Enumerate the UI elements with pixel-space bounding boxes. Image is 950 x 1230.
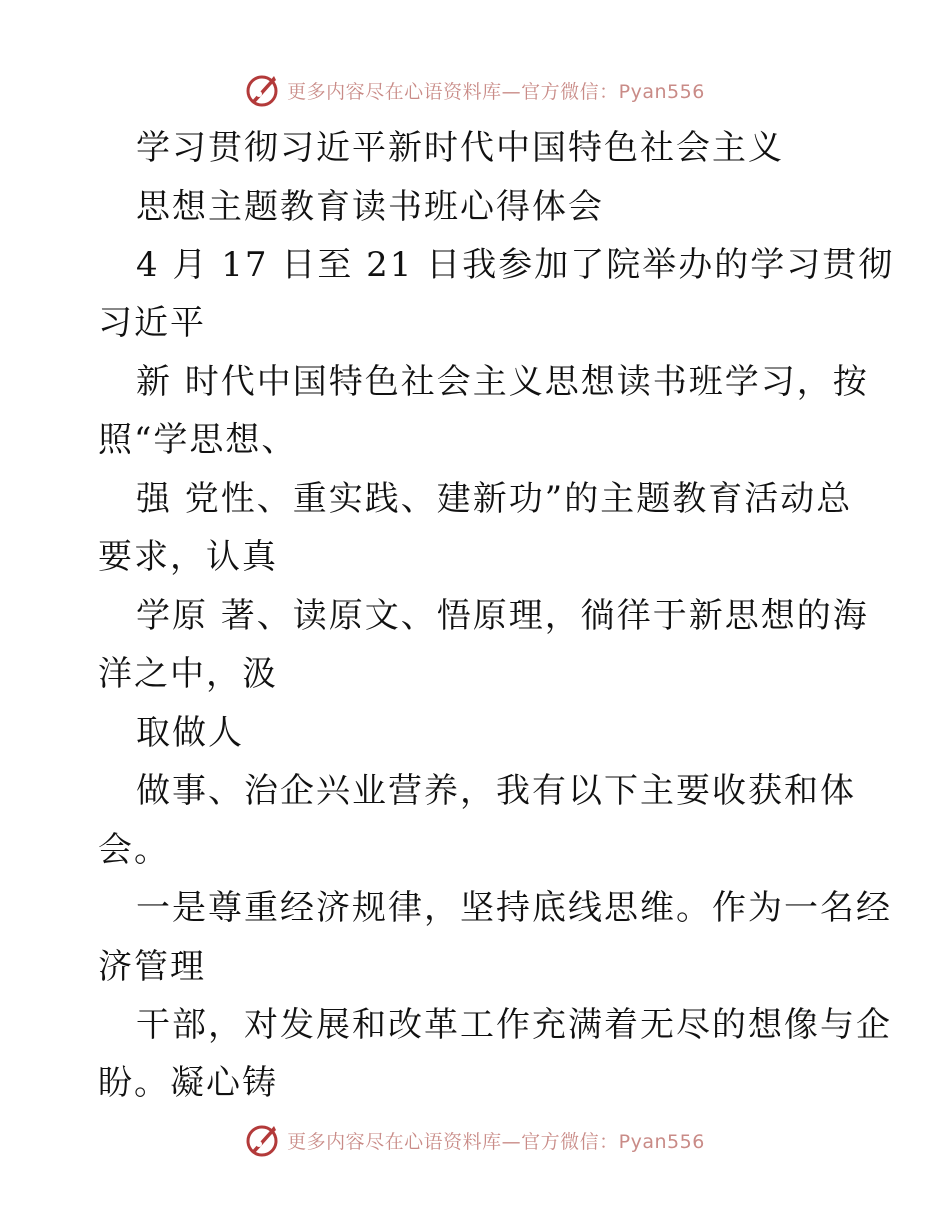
paragraph-line: 干部，对发展和改革工作充满着无尽的想像与企 [136,1005,892,1045]
paragraph-line: 会。 [98,830,170,870]
paragraph-line: 济管理 [98,947,206,987]
header-banner [0,70,950,110]
paragraph-line: 一是尊重经济规律，坚持底线思维。作为一名经 [136,888,892,928]
paragraph-line: 强 党性、重实践、建新功”的主题教育活动总 [136,479,853,519]
pen-logo-icon [245,1122,281,1158]
title-line-2: 思想主题教育读书班心得体会 [136,187,604,227]
paragraph-line: 新 时代中国特色社会主义思想读书班学习，按 [136,362,869,402]
banner-text: 更多内容尽在心语资料库—官方微信：Pyan556 [287,80,705,103]
paragraph-line: 要求，认真 [98,537,278,577]
pen-logo-icon [245,72,281,108]
paragraph-line: 洋之中，汲 [98,654,278,694]
paragraph-line: 4 月 17 日至 21 日我参加了院举办的学习贯彻 [136,245,895,285]
paragraph-line: 盼。凝心铸 [98,1063,278,1103]
title-line-1: 学习贯彻习近平新时代中国特色社会主义 [136,128,784,168]
banner-text: 更多内容尽在心语资料库—官方微信：Pyan556 [287,1130,705,1153]
paragraph-line: 取做人 [136,713,244,753]
footer-banner [0,1120,950,1160]
paragraph-line: 做事、治企兴业营养，我有以下主要收获和体 [136,771,856,811]
paragraph-line: 照“学思想、 [98,420,298,460]
paragraph-line: 学原 著、读原文、悟原理，徜徉于新思想的海 [136,596,869,636]
paragraph-line: 习近平 [98,303,206,343]
